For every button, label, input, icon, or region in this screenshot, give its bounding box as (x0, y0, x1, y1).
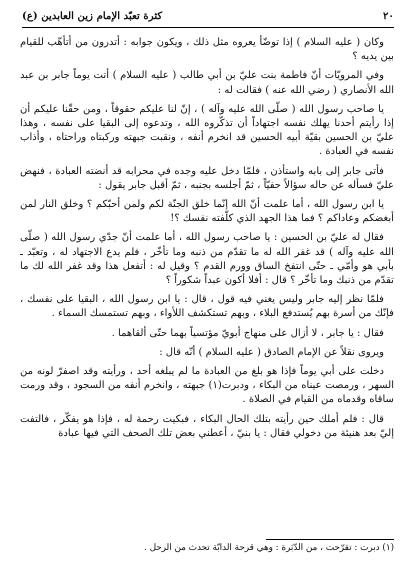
paragraph: ويروى نقلاً عن الإمام الصادق ( عليه السلام ) أنّه قال : (159, 346, 384, 358)
paragraph: وفي المرويّات أنّ فاطمة بنت عليّ بن أبي طالب ( عليه السلام ) أتت يوماً جابر بن عبد الله الأنصاري ( رضي الله عنه ) فقالت له : (20, 70, 394, 96)
paragraph: قال : فلم أملك حين رأيته بتلك الحال البكاء ، فبكيت رحمة له ، فإذا هو يفكّر ، فالتفت إليّ بعد هنيئة من دخولي فقال : يا بنيّ ، أعطني بعض تلك الصحف التي فيها عبادة (20, 413, 394, 439)
paragraph: يا ابن رسول الله ، أما علمت أنّ الله إنّما خلق الجنّة لكم ولمن أحبّكم ؟ وخلق النار لمن أبغضكم وعاداكم ؟ فما هذا الجهد الذي كلّفته نفسك ؟! (20, 199, 394, 225)
paragraph: فقال له عليّ بن الحسين : يا صاحب رسول الله ، أما علمت أنّ جدّي رسول الله ( صلّى الله عليه وآله ) قد غفر الله له ما تقدّم من ذنبه وما تأخّر ، فلم يدع الاجتهاد له ، وتعبّد ـ بأبي هو وأمّي ـ حتّى انتفخ الساق وورم القدم ؟ وقيل له : أتفعل هذا وقد غفر الله لك ما تقدّم من ذنبك وما تأخّر ؟ قال : أفلا أكون عبداً شكوراً ؟ (20, 232, 394, 287)
paragraph: دخلت على أبي يوماً فإذا هو بلغ من العبادة ما لم يبلغه أحد ، ورأيته وقد اصفرّ لونه من السهر ، ورمصت عيناه من البكاء ، ودبرت(١) جبهته ، وانخرم أنفه من السجود ، وقد ورمت ساقاه وقدماه من القيام في الصلاة . (20, 366, 394, 406)
running-title: كثرة تعبّد الإمام زين العابدين (ع) (22, 10, 163, 22)
footnote-divider (266, 539, 394, 540)
paragraph: وكان ( عليه السلام ) إذا توضّأ يعروه مثل ذلك ، ويكون جوابه : أتدرون من أتأهّب للقيام بين يديه ؟ (20, 37, 394, 63)
page-number: ٢٠ (383, 10, 394, 22)
header-divider (22, 27, 394, 28)
footnote: (١) دبرت : تقرّحت ، من الدّبَرة : وهي قرحة الدابّة تحدث من الرحل . (143, 543, 394, 553)
paragraph: فقال : يا جابر ، لا أزال على منهاج أبويّ مؤتسياً بهما حتّى ألقاهما . (111, 327, 384, 339)
paragraph: فلمّا نظر إليه جابر وليس يغني فيه قول ، قال : يا ابن رسول الله ، البقيا على نفسك ، فإنّك من أسرة بهم يُستدفع البلاء ، وبهم تستكشف اللأواء ، وبهم تستمسك السماء . (20, 294, 394, 320)
body-text (20, 36, 394, 441)
paragraph: فأتى جابر إلى بابه واستأذن ، فلمّا دخل عليه وجده في محرابه قد أنضته العبادة ، فنهض عليّ فسأله عن حاله سؤالاً حفيّاً ، ثمّ أجلسه بجنبه ، ثمّ أقبل جابر يقول : (20, 165, 394, 191)
paragraph: يا صاحب رسول الله ( صلّى الله عليه وآله ) ، إنّ لنا عليكم حقوقاً ، ومن حقّنا عليكم أن إذا رأيتم أحدنا يهلك نفسه اجتهاداً أن تذكّروه الله ، وتدعوه إلى البقيا على نفسه ، وهذا عليّ بن الحسين بقيّة أبيه الحسين قد انخرم أنفه ، ونقبت جبهته وركبتاه وراحتاه ، وأذاب نفسه في العبادة . (20, 103, 394, 158)
